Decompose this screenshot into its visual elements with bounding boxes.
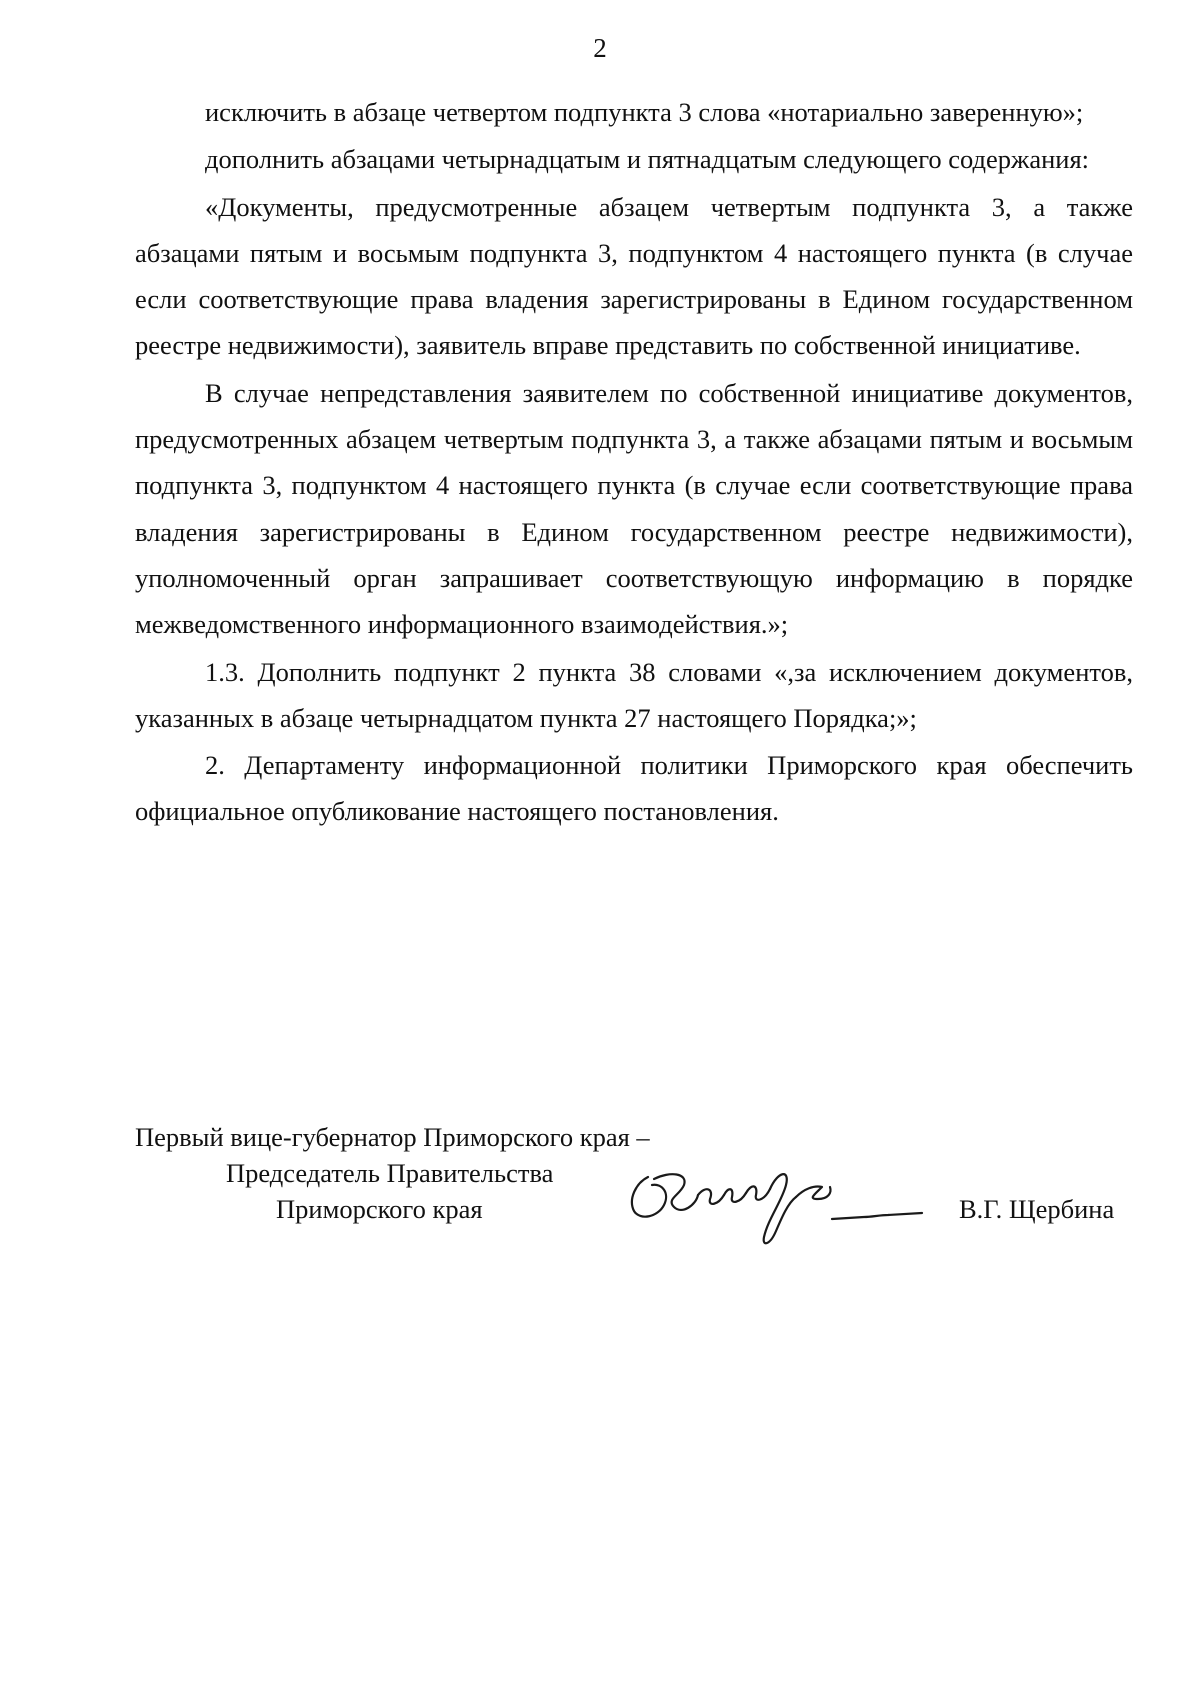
- paragraph-item-1-3: 1.3. Дополнить подпункт 2 пункта 38 словами «,за исключением документов, указанных в абзаце четырнадцатом пункта 27 настоящего Порядка;»;: [135, 656, 1133, 733]
- page-number: 2: [593, 33, 607, 63]
- handwritten-signature: [618, 1159, 928, 1264]
- signatory-position-line-2: Председатель Правительства: [226, 1158, 554, 1188]
- signatory-position-line-1: Первый вице-губернатор Приморского края –: [135, 1122, 650, 1152]
- signatory-name: В.Г. Щербина: [959, 1194, 1115, 1224]
- paragraph-documents-own-initiative: «Документы, предусмотренные абзацем четвертым подпункта 3, а также абзацами пятым и восьмым подпункта 3, подпунктом 4 настоящего пункта (в случае если соответствующие права владения зарегистрированы в Едином государственном реестре недвижимости), заявитель вправе представить по собственной инициативе.: [135, 191, 1133, 361]
- paragraph-interagency-request: В случае непредставления заявителем по собственной инициативе документов, предусмотренных абзацем четвертым подпункта 3, а также абзацами пятым и восьмым подпункта 3, подпунктом 4 настоящего пункта (в случае если соответствующие права владения зарегистрированы в Едином государственном реестре недвижимости), уполномоченный орган запрашивает соответствующую информацию в порядке межведомственного информационного взаимодействия.»;: [135, 377, 1133, 640]
- signatory-position-line-3: Приморского края: [276, 1194, 483, 1224]
- document-body: [135, 89, 1133, 835]
- paragraph-exclude-notarized: исключить в абзаце четвертом подпункта 3 слова «нотариально заверенную»;: [205, 97, 1084, 127]
- paragraph-item-2-publication: 2. Департаменту информационной политики Приморского края обеспечить официальное опубликование настоящего постановления.: [135, 750, 1133, 827]
- paragraph-add-abzacy: дополнить абзацами четырнадцатым и пятнадцатым следующего содержания:: [205, 144, 1090, 175]
